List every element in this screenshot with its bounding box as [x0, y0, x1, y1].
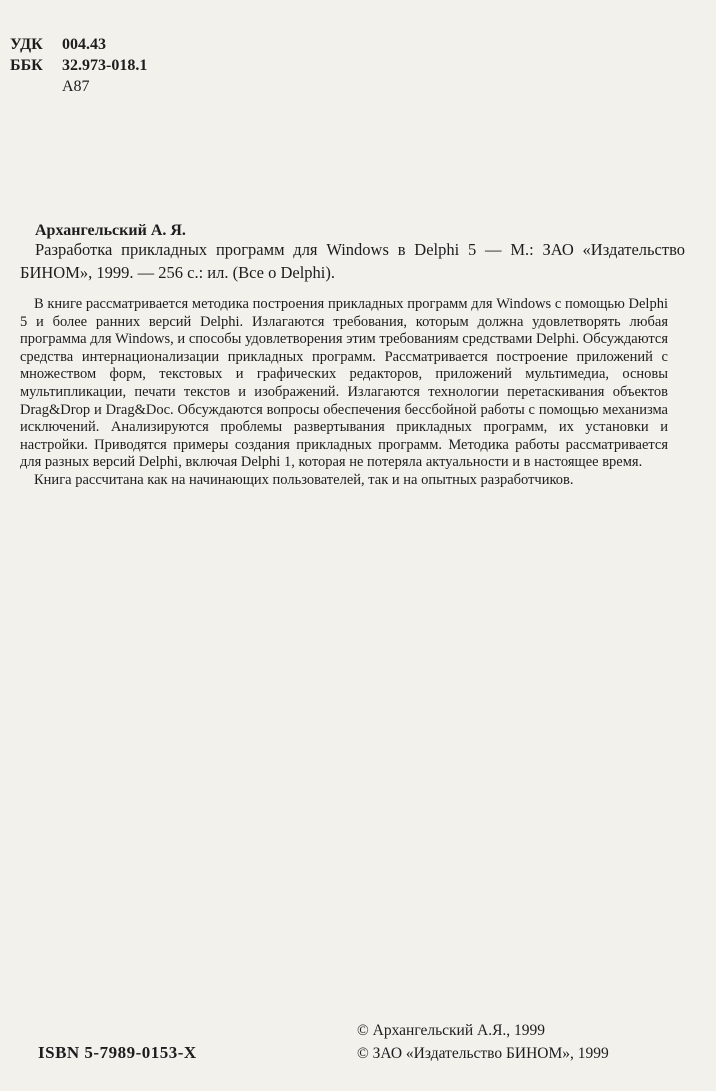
copyright-author: © Архангельский А.Я., 1999 — [357, 1022, 546, 1039]
bbk-label: ББК — [10, 57, 43, 74]
udk-row — [10, 34, 147, 55]
bbk-value: 32.973-018.1 — [62, 57, 148, 74]
bleed-through-text — [215, 32, 221, 58]
author-mark: А87 — [62, 78, 90, 95]
annotation-paragraph: В книге рассматривается методика построения прикладных программ для Windows с помощью Delphi 5 и более ранних версий Delphi. Излагаются требования, которым должна удовлетворять любая программа для Windows, и способы удовлетворения этим требованиям средствами Delphi. Обсуждаются средства интернационализации прикладных программ. Рассматривается построение приложений с множеством форм, текстовых и графических редакторов, приложений мультимедиа, основы мультипликации, печати текстов и изображений. Излагаются технологии перетаскивания объектов Drag&Drop и Drag&Doc. Обсуждаются вопросы обеспечения бесcбойной работы с помощью механизма исключений. Анализируются проблемы развертывания прикладных программ, их установки и настройки. Приводятся примеры создания прикладных программ. Методика работы рассматривается для разных версий Delphi, включая Delphi 1, которая не потеряла актуальности и в настоящее время. — [20, 296, 668, 471]
copyright-publisher: © ЗАО «Издательство БИНОМ», 1999 — [357, 1045, 609, 1062]
catalog-author: Архангельский А. Я. — [35, 222, 186, 239]
annotation-paragraph: Книга рассчитана как на начинающих пользователей, так и на опытных разработчиков. — [34, 471, 574, 488]
bbk-row — [10, 55, 147, 76]
udk-label: УДК — [10, 36, 43, 53]
annotation — [20, 296, 668, 490]
udk-value: 004.43 — [62, 36, 106, 53]
copyright-notices — [357, 1019, 609, 1065]
bibliographic-description: Разработка прикладных программ для Windows в Delphi 5 — М.: ЗАО «Издательство БИНОМ», 1999. — 256 с.: ил. (Все о Delphi). — [20, 240, 685, 282]
bleed-through-text — [100, 110, 111, 155]
isbn: ISBN 5-7989-0153-X — [38, 1043, 197, 1062]
classification-codes — [10, 34, 147, 97]
